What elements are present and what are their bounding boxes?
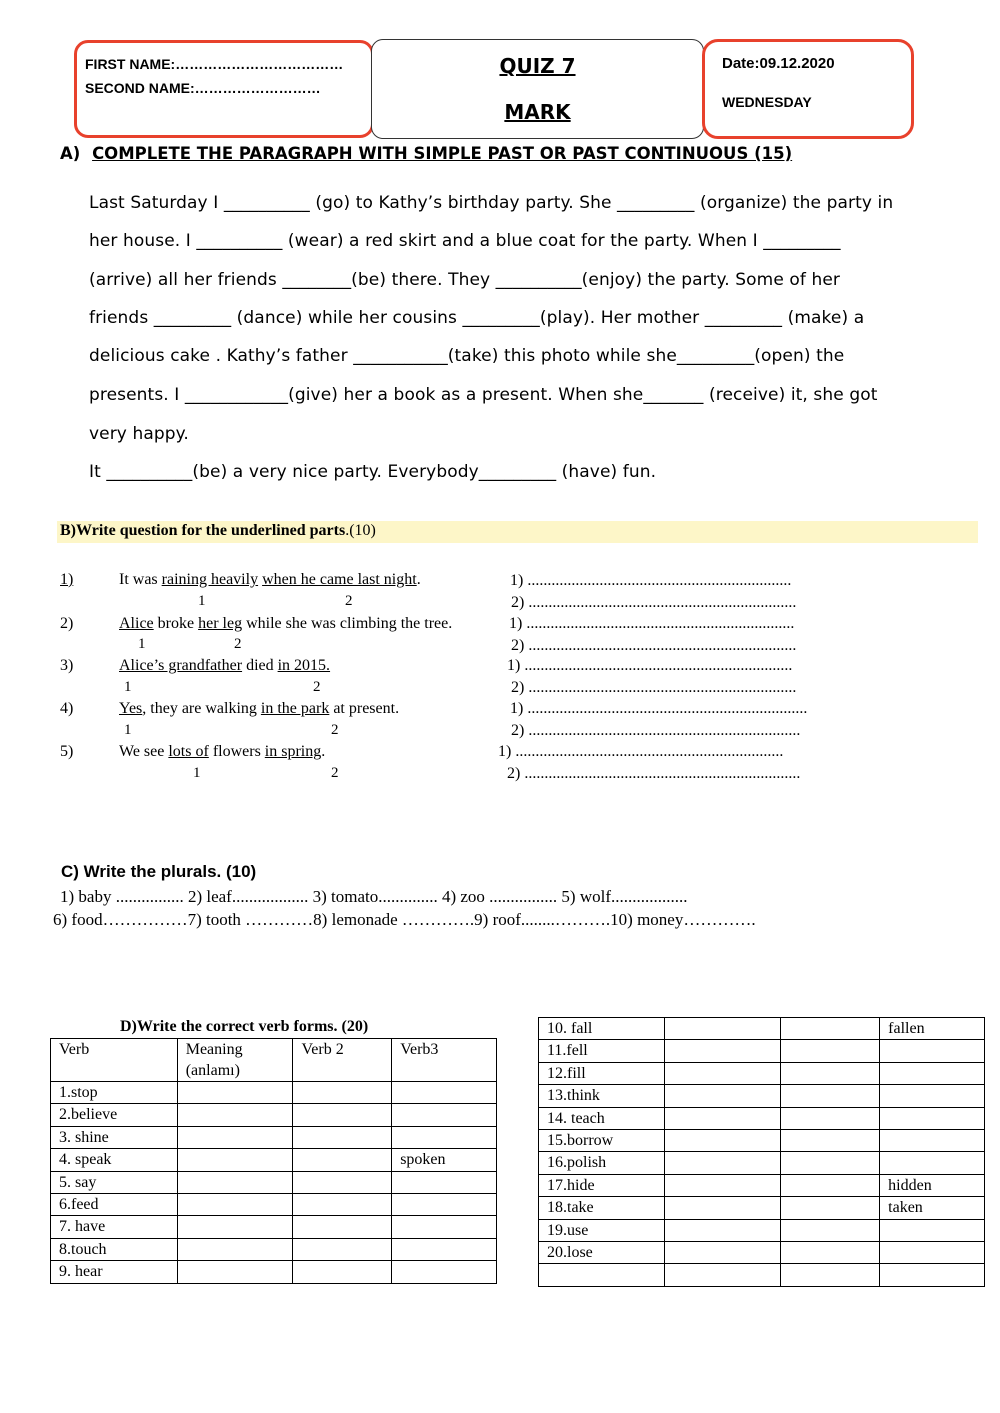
table-row <box>51 1238 497 1260</box>
meaning-cell[interactable] <box>177 1216 293 1238</box>
verb-cell: 13.think <box>539 1085 665 1107</box>
verb2-cell[interactable] <box>781 1264 880 1286</box>
verb-cell: 5. say <box>51 1171 178 1193</box>
meaning-cell[interactable] <box>177 1149 293 1171</box>
answer-line-2[interactable]: 2) ................................................................... <box>511 637 797 654</box>
header-verb2: Verb 2 <box>293 1039 392 1082</box>
section-b-heading <box>60 522 376 540</box>
verb3-cell[interactable] <box>880 1219 985 1241</box>
verb2-cell[interactable] <box>781 1219 880 1241</box>
verb3-cell[interactable] <box>392 1193 497 1215</box>
answer-line-1[interactable]: 1) ................................................................... <box>507 657 793 674</box>
verb-table-left <box>50 1038 497 1284</box>
verb-cell: 11.fell <box>539 1040 665 1062</box>
verb2-cell[interactable] <box>293 1126 392 1148</box>
verb-cell: 9. hear <box>51 1261 178 1283</box>
section-c-title: C) Write the plurals. (10) <box>61 862 257 881</box>
verb-cell: 6.feed <box>51 1193 178 1215</box>
verb3-cell: hidden <box>880 1174 985 1196</box>
meaning-cell[interactable] <box>177 1104 293 1126</box>
table-row <box>539 1062 985 1084</box>
verb2-cell[interactable] <box>781 1174 880 1196</box>
verb2-cell[interactable] <box>781 1085 880 1107</box>
answer-line-1[interactable]: 1) ................................................................... <box>509 615 795 632</box>
verb-cell: 2.believe <box>51 1104 178 1126</box>
verb-cell: 1.stop <box>51 1082 178 1104</box>
answer-line-1[interactable]: 1) ...................................................................... <box>510 700 808 717</box>
verb-cell: 12.fill <box>539 1062 665 1084</box>
verb-cell: 20.lose <box>539 1241 665 1263</box>
paragraph-line: (arrive) all her friends ________(be) there. They __________(enjoy) the party. Some of her <box>89 270 840 290</box>
plurals-line-2[interactable]: 6) food……………7) tooth …………8) lemonade ………….9) roof........……….10) money…………. <box>53 910 756 929</box>
meaning-cell[interactable] <box>177 1126 293 1148</box>
paragraph-line: It __________(be) a very nice party. Everybody_________ (have) fun. <box>89 462 657 482</box>
meaning-cell[interactable] <box>664 1174 781 1196</box>
verb2-cell[interactable] <box>781 1129 880 1151</box>
underline-label-1: 1 <box>193 765 201 781</box>
table-row <box>51 1216 497 1238</box>
meaning-cell[interactable] <box>664 1129 781 1151</box>
meaning-cell[interactable] <box>664 1085 781 1107</box>
verb3-cell[interactable] <box>392 1171 497 1193</box>
date-box <box>702 39 914 139</box>
table-row <box>51 1082 497 1104</box>
meaning-cell[interactable] <box>664 1264 781 1286</box>
verb-cell: 15.borrow <box>539 1129 665 1151</box>
underline-label-1: 1 <box>124 679 132 695</box>
header-verb: Verb <box>51 1039 178 1082</box>
answer-line-2[interactable]: 2) ..................................................................... <box>507 765 801 782</box>
verb2-cell[interactable] <box>293 1216 392 1238</box>
table-row <box>539 1040 985 1062</box>
answer-line-1[interactable]: 1) ................................................................... <box>498 743 784 760</box>
table-row <box>51 1261 497 1283</box>
answer-line-1[interactable]: 1) .................................................................. <box>510 572 792 589</box>
verb2-cell[interactable] <box>293 1171 392 1193</box>
verb3-cell[interactable] <box>880 1085 985 1107</box>
day-text: WEDNESDAY <box>722 94 812 110</box>
verb3-cell[interactable] <box>392 1104 497 1126</box>
question-sentence: Yes, they are walking in the park at present. <box>119 700 400 717</box>
question-number: 1) <box>60 571 74 588</box>
question-sentence: Alice broke her leg while she was climbing the tree. <box>119 615 453 632</box>
verb3-cell[interactable] <box>392 1216 497 1238</box>
verb3-cell: fallen <box>880 1018 985 1040</box>
meaning-cell[interactable] <box>177 1171 293 1193</box>
table-row <box>539 1219 985 1241</box>
table-row <box>539 1129 985 1151</box>
meaning-cell[interactable] <box>664 1219 781 1241</box>
verb2-cell[interactable] <box>293 1149 392 1171</box>
question-sentence: Alice’s grandfather died in 2015. <box>119 657 331 674</box>
underline-label-1: 1 <box>198 593 206 609</box>
table-row <box>539 1174 985 1196</box>
table-row <box>51 1171 497 1193</box>
second-name-field[interactable]: SECOND NAME:……………………… <box>85 80 321 96</box>
verb2-cell[interactable] <box>781 1040 880 1062</box>
plurals-line-1[interactable]: 1) baby ................ 2) leaf.................. 3) tomato.............. 4) zoo ................ 5) wolf.................. <box>60 887 688 906</box>
verb-cell: 14. teach <box>539 1107 665 1129</box>
section-a-label: A) <box>60 144 81 163</box>
verb2-cell[interactable] <box>781 1152 880 1174</box>
paragraph-line: very happy. <box>89 424 189 444</box>
section-a-title: COMPLETE THE PARAGRAPH WITH SIMPLE PAST OR PAST CONTINUOUS (15) <box>92 144 793 163</box>
verb3-cell[interactable] <box>392 1082 497 1104</box>
meaning-cell[interactable] <box>177 1082 293 1104</box>
verb-cell: 19.use <box>539 1219 665 1241</box>
verb3-cell: taken <box>880 1197 985 1219</box>
answer-line-2[interactable]: 2) ................................................................... <box>511 679 797 696</box>
first-name-field[interactable]: FIRST NAME:……………………………… <box>85 56 344 72</box>
table-row <box>51 1104 497 1126</box>
table-row <box>51 1126 497 1148</box>
header-verb3: Verb3 <box>392 1039 497 1082</box>
section-b-title: B)Write question for the underlined parts <box>60 522 346 539</box>
verb3-cell[interactable] <box>880 1107 985 1129</box>
table-row <box>539 1152 985 1174</box>
meaning-cell[interactable] <box>664 1152 781 1174</box>
verb-table-right <box>538 1017 985 1287</box>
underline-label-1: 1 <box>124 722 132 738</box>
underline-label-2: 2 <box>345 593 353 609</box>
verb-cell: 3. shine <box>51 1126 178 1148</box>
table-row <box>539 1264 985 1286</box>
verb3-cell[interactable] <box>880 1129 985 1151</box>
quiz-title: QUIZ 7 <box>499 54 576 78</box>
table-row <box>539 1197 985 1219</box>
paragraph-line: her house. I __________ (wear) a red skirt and a blue coat for the party. When I _________ <box>89 231 841 251</box>
section-d-title: D)Write the correct verb forms. (20) <box>120 1018 369 1035</box>
table-row <box>51 1149 497 1171</box>
verb2-cell[interactable] <box>781 1018 880 1040</box>
verb2-cell[interactable] <box>781 1107 880 1129</box>
meaning-cell[interactable] <box>664 1197 781 1219</box>
meaning-cell[interactable] <box>664 1241 781 1263</box>
verb3-cell: spoken <box>392 1149 497 1171</box>
table-row <box>51 1193 497 1215</box>
paragraph-line: presents. I ____________(give) her a book as a present. When she_______ (receive) it, she got <box>89 385 878 405</box>
quiz-title-box <box>371 39 704 139</box>
verb2-cell[interactable] <box>293 1193 392 1215</box>
paragraph-line: Last Saturday I __________ (go) to Kathy’s birthday party. She _________ (organize) the party in <box>89 193 894 213</box>
question-number: 3) <box>60 657 74 674</box>
table-header-row <box>51 1039 497 1082</box>
date-text: Date:09.12.2020 <box>722 55 835 72</box>
table-row <box>539 1107 985 1129</box>
answer-line-2[interactable]: 2) .................................................................... <box>511 722 801 739</box>
underline-label-2: 2 <box>313 679 321 695</box>
meaning-cell[interactable] <box>177 1193 293 1215</box>
question-number: 2) <box>60 615 74 632</box>
verb-cell <box>539 1264 665 1286</box>
verb2-cell[interactable] <box>293 1261 392 1283</box>
verb2-cell[interactable] <box>781 1197 880 1219</box>
verb-cell: 17.hide <box>539 1174 665 1196</box>
meaning-cell[interactable] <box>664 1107 781 1129</box>
meaning-cell[interactable] <box>177 1261 293 1283</box>
answer-line-2[interactable]: 2) ................................................................... <box>511 594 797 611</box>
verb-cell: 7. have <box>51 1216 178 1238</box>
verb-cell: 10. fall <box>539 1018 665 1040</box>
verb2-cell[interactable] <box>293 1082 392 1104</box>
paragraph-line: delicious cake . Kathy’s father ___________(take) this photo while she_________(open) the <box>89 346 845 366</box>
verb3-cell[interactable] <box>392 1126 497 1148</box>
verb3-cell[interactable] <box>880 1062 985 1084</box>
verb-cell: 18.take <box>539 1197 665 1219</box>
verb2-cell[interactable] <box>781 1062 880 1084</box>
underline-label-2: 2 <box>331 722 339 738</box>
verb-cell: 4. speak <box>51 1149 178 1171</box>
table-row <box>539 1018 985 1040</box>
question-sentence: We see lots of flowers in spring. <box>119 743 326 760</box>
name-box <box>74 40 374 138</box>
verb3-cell[interactable] <box>880 1241 985 1263</box>
verb3-cell[interactable] <box>392 1261 497 1283</box>
section-a-heading <box>60 144 792 163</box>
underline-label-2: 2 <box>331 765 339 781</box>
verb3-cell[interactable] <box>392 1238 497 1260</box>
meaning-cell[interactable] <box>664 1040 781 1062</box>
header-meaning: Meaning (anlamı) <box>177 1039 293 1082</box>
underline-label-2: 2 <box>234 636 242 652</box>
meaning-cell[interactable] <box>664 1062 781 1084</box>
paragraph-line: friends _________ (dance) while her cousins _________(play). Her mother _________ (make) a <box>89 308 865 328</box>
question-number: 4) <box>60 700 74 717</box>
table-row <box>539 1085 985 1107</box>
verb-cell: 8.touch <box>51 1238 178 1260</box>
meaning-cell[interactable] <box>664 1018 781 1040</box>
verb2-cell[interactable] <box>293 1104 392 1126</box>
question-sentence: It was raining heavily when he came last night. <box>119 571 421 588</box>
mark-label: MARK <box>504 100 571 124</box>
meaning-cell[interactable] <box>177 1238 293 1260</box>
section-b-points: .(10) <box>345 522 376 539</box>
verb2-cell[interactable] <box>781 1241 880 1263</box>
verb3-cell[interactable] <box>880 1040 985 1062</box>
question-number: 5) <box>60 743 74 760</box>
verb3-cell[interactable] <box>880 1264 985 1286</box>
table-row <box>539 1241 985 1263</box>
verb-cell: 16.polish <box>539 1152 665 1174</box>
verb3-cell[interactable] <box>880 1152 985 1174</box>
underline-label-1: 1 <box>138 636 146 652</box>
verb2-cell[interactable] <box>293 1238 392 1260</box>
